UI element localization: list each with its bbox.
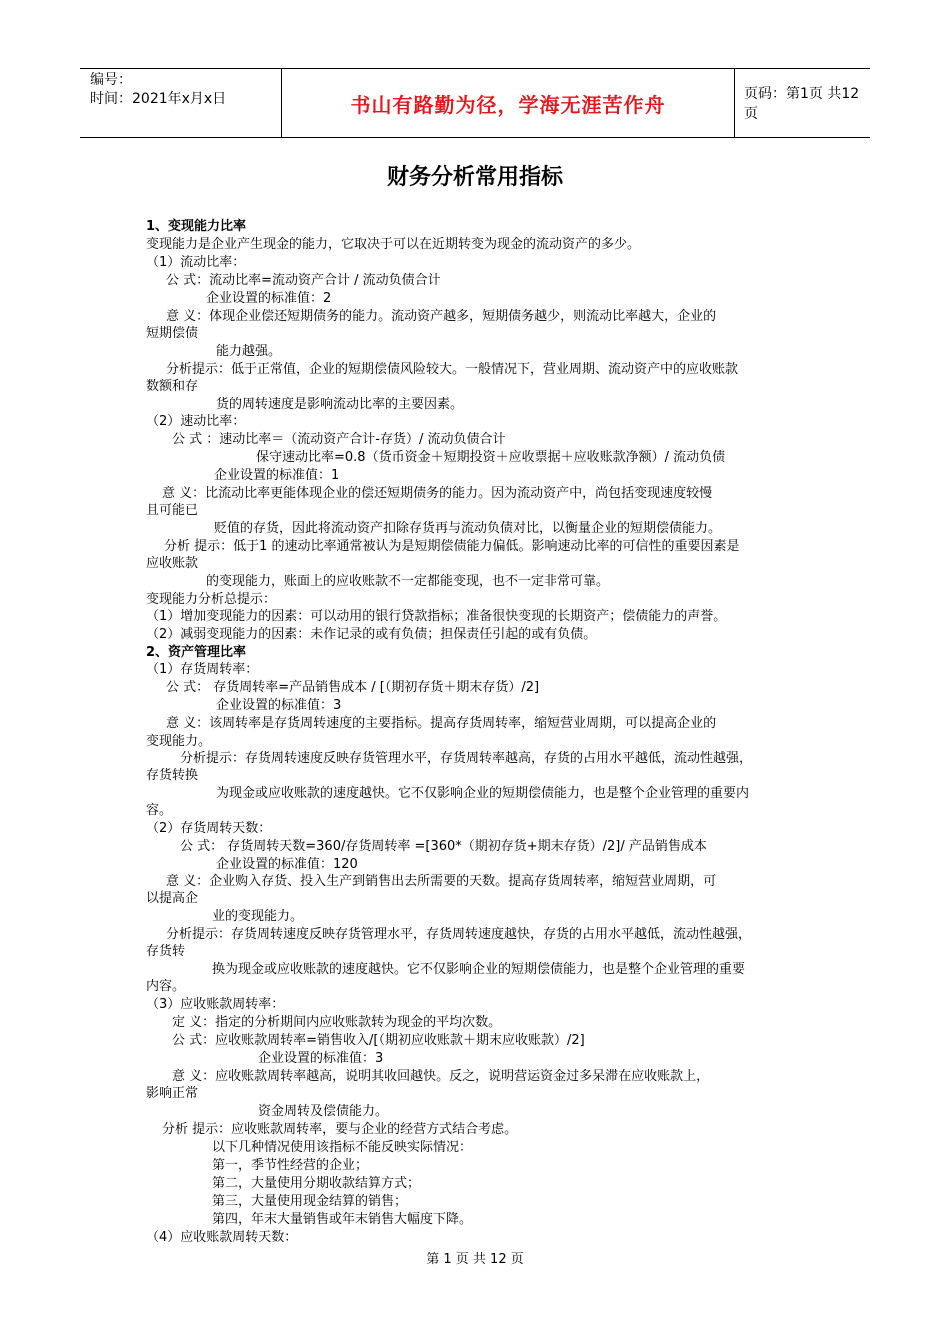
body-text-line: 公 式 ：速动比率＝（流动资产合计-存货）/ 流动负债合计: [172, 432, 506, 447]
body-text-line: 第三，大量使用现金结算的销售；: [212, 1194, 408, 1209]
body-text-line: （1）存货周转率：: [146, 662, 259, 677]
body-text-line: 贬值的存货，因此将流动资产扣除存货再与流动负债对比，以衡量企业的短期偿债能力。: [214, 521, 722, 536]
body-text-line: 以提高企: [146, 891, 199, 906]
body-text-line: 定 义：指定的分析期间内应收账款转为现金的平均次数。: [172, 1015, 502, 1030]
section-heading: 1、变现能力比率: [146, 219, 247, 234]
body-text-line: 公 式： 存货周转天数=360/存货周转率 =[360*（期初存货+期末存货）/2]/ 产品销售成本: [180, 839, 707, 854]
body-text-line: 企业设置的标准值：1: [214, 468, 340, 483]
body-text-line: 变现能力分析总提示：: [146, 592, 277, 607]
page-header: [80, 68, 870, 138]
body-text-line: 分析 提示：应收账款周转率，要与企业的经营方式结合考虑。: [162, 1122, 518, 1137]
body-text-line: 存货转: [146, 944, 186, 959]
body-text-line: 分析提示：低于正常值，企业的短期偿债风险较大。一般情况下，营业周期、流动资产中的应收账款: [166, 362, 739, 377]
body-text-line: （2）减弱变现能力的因素：未作记录的或有负债；担保责任引起的或有负债。: [146, 627, 597, 642]
body-text-line: 应收账款: [146, 556, 199, 571]
body-text-line: 且可能已: [146, 503, 199, 518]
header-page-info: 页码：第1页 共12页: [744, 86, 860, 122]
body-text-line: 数额和存: [146, 379, 199, 394]
body-text-line: 资金周转及偿债能力。: [258, 1104, 389, 1119]
body-text-line: 分析提示：存货周转速度反映存货管理水平，存货周转率越高，存货的占用水平越低，流动性越强，: [180, 751, 753, 766]
document-date: 时间：2021年x月x日: [90, 91, 227, 107]
document-title: 财务分析常用指标: [386, 165, 563, 190]
body-text-line: 变现能力。: [146, 734, 212, 749]
body-text-line: （1）流动比率：: [146, 255, 246, 270]
body-text-line: （4）应收账款周转天数：: [146, 1230, 298, 1245]
body-text-line: 公 式：流动比率=流动资产合计 / 流动负债合计: [166, 273, 441, 288]
body-text-line: 存货转换: [146, 768, 199, 783]
body-text-line: 为现金或应收账款的速度越快。它不仅影响企业的短期偿债能力，也是整个企业管理的重要内: [216, 786, 750, 801]
body-text-line: 的变现能力，账面上的应收账款不一定都能变现，也不一定非常可靠。: [206, 574, 610, 589]
body-text-line: 内容。: [146, 979, 186, 994]
body-text-line: 意 义：应收账款周转率越高，说明其收回越快。反之，说明营运资金过多呆滞在应收账款上，: [172, 1069, 710, 1084]
body-text-line: （2）速动比率：: [146, 414, 246, 429]
body-text-line: 能力越强。: [216, 344, 282, 359]
body-text-line: 业的变现能力。: [212, 909, 304, 924]
body-text-line: 第四，年末大量销售或年末销售大幅度下降。: [212, 1212, 473, 1227]
body-text-line: 换为现金或应收账款的速度越快。它不仅影响企业的短期偿债能力，也是整个企业管理的重要: [212, 962, 746, 977]
body-text-line: 影响正常: [146, 1086, 199, 1101]
body-text-line: 企业设置的标准值：3: [258, 1051, 384, 1066]
body-text-line: 第一，季节性经营的企业；: [212, 1158, 369, 1173]
body-text-line: 企业设置的标准值：3: [216, 698, 342, 713]
header-meta: [80, 69, 282, 137]
body-text-line: 公 式： 存货周转率=产品销售成本 / [（期初存货＋期末存货）/2]: [166, 680, 540, 695]
body-text-line: 意 义：该周转率是存货周转速度的主要指标。提高存货周转率，缩短营业周期，可以提高企业的: [166, 716, 717, 731]
body-text-line: 分析提示：存货周转速度反映存货管理水平，存货周转速度越快，存货的占用水平越低，流动性越强，: [166, 927, 752, 942]
document-number-label: 编号：: [90, 72, 132, 88]
section-heading: 2、资产管理比率: [146, 645, 247, 660]
body-text-line: 意 义：体现企业偿还短期债务的能力。流动资产越多，短期债务越少，则流动比率越大，企业的: [166, 309, 717, 324]
body-text-line: 货的周转速度是影响流动比率的主要因素。: [216, 397, 464, 412]
body-text-line: 容。: [146, 803, 173, 818]
body-text-line: 以下几种情况使用该指标不能反映实际情况：: [212, 1140, 473, 1155]
header-motto: 书山有路勤为径，学海无涯苦作舟: [282, 69, 735, 137]
body-text-line: 意 义：比流动比率更能体现企业的偿还短期债务的能力。因为流动资产中，尚包括变现速度较慢: [162, 486, 713, 501]
body-text-line: （1）增加变现能力的因素：可以动用的银行贷款指标；准备很快变现的长期资产；偿债能力的声誉。: [146, 609, 727, 624]
body-text-line: 企业设置的标准值：120: [216, 857, 358, 872]
body-text-line: 分析 提示：低于1 的速动比率通常被认为是短期偿债能力偏低。影响速动比率的可信性的重要因素是: [164, 539, 740, 554]
body-text-line: 公 式：应收账款周转率=销售收入/[（期初应收账款＋期末应收账款）/2]: [172, 1033, 585, 1048]
body-text-line: 保守速动比率=0.8（货币资金＋短期投资＋应收票据＋应收账款净额）/ 流动负债: [256, 450, 726, 465]
page-footer: 第 1 页 共 12 页: [426, 1252, 524, 1267]
body-text-line: 变现能力是企业产生现金的能力，它取决于可以在近期转变为现金的流动资产的多少。: [146, 237, 641, 252]
body-text-line: 意 义：企业购入存货、投入生产到销售出去所需要的天数。提高存货周转率，缩短营业周期，可: [166, 874, 717, 889]
body-text-line: 短期偿债: [146, 326, 199, 341]
body-text-line: （2）存货周转天数：: [146, 821, 272, 836]
body-text-line: 第二，大量使用分期收款结算方式；: [212, 1176, 421, 1191]
body-text-line: （3）应收账款周转率：: [146, 997, 285, 1012]
body-text-line: 企业设置的标准值：2: [206, 291, 332, 306]
